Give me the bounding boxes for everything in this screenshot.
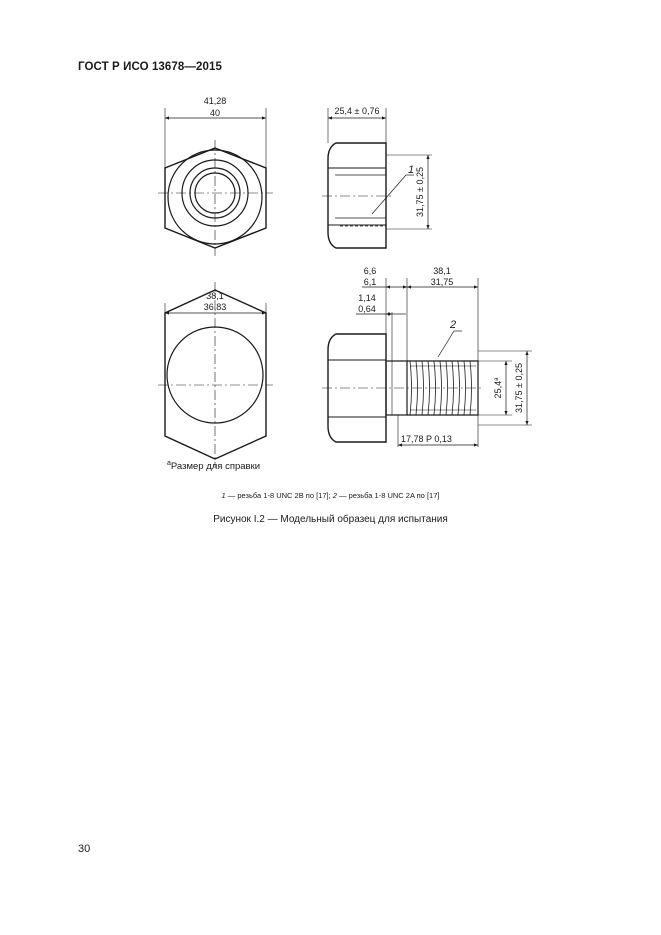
bolt-head-width-lower: 36,83: [203, 302, 227, 312]
legend-item-1-text: — резьба 1-8 UNC 2B по [17];: [225, 491, 333, 500]
dim-vertical-outer: 31,75 ± 0,25: [514, 363, 524, 413]
dim-b-upper: 38,1: [433, 266, 451, 276]
nut-width-lower: 40: [209, 108, 221, 118]
legend-item-1-number: 1: [221, 491, 226, 500]
footnote-mark: a: [167, 460, 171, 467]
dim-b-lower: 31,75: [430, 277, 454, 287]
footnote: [167, 460, 260, 472]
callout-1: 1: [408, 164, 415, 176]
document-header: ГОСТ Р ИСО 13678—2015: [78, 61, 223, 73]
dim-a-upper: 6,6: [363, 266, 377, 276]
dim-pitch: 17,78 P 0,13: [401, 434, 452, 444]
nut-width-upper: 41,28: [203, 96, 227, 106]
figure-caption: Рисунок I.2 — Модельный образец для испытания: [213, 514, 448, 525]
legend-item-2-number: 2: [332, 491, 337, 500]
dim-c-lower: 0,64: [358, 304, 376, 314]
legend-item-2-text: — резьба 1-8 UNC 2A по [17]: [336, 491, 440, 500]
dim-a-lower: 6,1: [363, 277, 377, 287]
page-number: 30: [78, 843, 91, 855]
footnote-text: Размер для справки: [170, 461, 261, 472]
bolt-head-width-upper: 38,1: [206, 291, 224, 301]
dim-vertical-inner: 25,4$^a$: [493, 377, 503, 399]
nut-thread-dimension: 31,75 ± 0,25: [415, 167, 425, 217]
nut-height-dimension: 25,4 ± 0,76: [334, 106, 380, 116]
nut-end-view: [158, 108, 273, 256]
callout-2: 2: [450, 319, 457, 331]
figure-legend: [0, 491, 661, 500]
bolt-side-view: [322, 278, 532, 447]
dim-c-upper: 1,14: [358, 293, 376, 303]
